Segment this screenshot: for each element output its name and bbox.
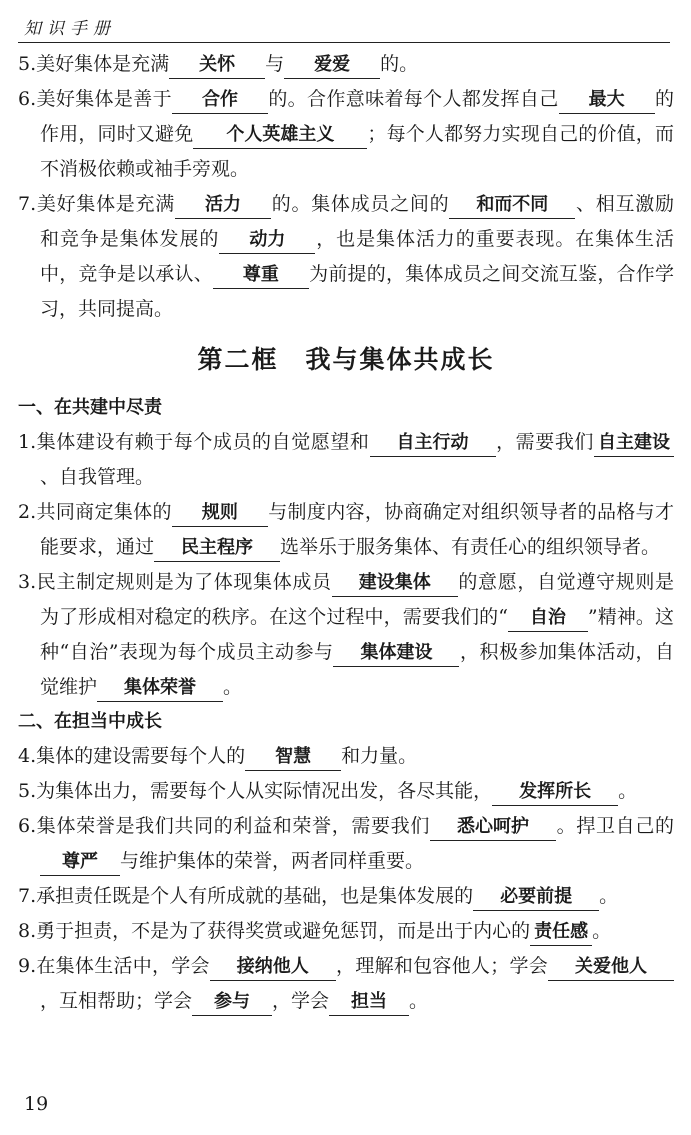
answer-blank: 最大 [559,87,655,114]
item-number: 6. [18,88,37,110]
list-item [18,879,674,914]
answer-blank: 责任感 [530,919,592,946]
list-item [18,565,674,705]
item-text: 美好集体是善于 [36,88,172,110]
item-text: 。捍卫自己的 [556,815,674,837]
answer-blank: 担当 [329,989,409,1016]
list-item [18,809,674,879]
section-title: 第二框 我与集体共成长 [197,345,495,374]
item-number: 4. [18,745,37,767]
list-item [18,949,674,1019]
item-number: 9. [18,955,37,977]
item-number: 3. [18,571,37,593]
item-number: 7. [18,885,37,907]
item-text: ，积极参加集体活动，自觉维护 [40,641,674,698]
item-text: 为前提的，集体成员之间交流互鉴，合作学习，共同提高。 [40,263,674,320]
item-text: 。 [599,885,619,907]
answer-blank: 和而不同 [449,192,575,219]
list-item [18,425,674,495]
list-item [18,82,674,187]
item-text: 和力量。 [341,745,418,767]
item-text: ，需要我们 [495,431,594,453]
subhead-2: 二、在担当中成长 [18,711,162,732]
answer-blank: 发挥所长 [492,779,618,806]
item-number: 6. [18,815,37,837]
answer-blank: 爱爱 [284,52,380,79]
answer-blank: 必要前提 [473,884,599,911]
list-item [18,495,674,565]
item-text: 集体建设有赖于每个成员的自觉愿望和 [36,431,370,453]
item-text: 与 [265,53,285,75]
answer-blank: 自治 [508,605,588,632]
answer-blank: 活力 [175,192,271,219]
answer-blank: 智慧 [245,744,341,771]
list-item [18,774,674,809]
answer-blank: 关怀 [169,52,265,79]
item-text: 。 [618,780,638,802]
list-item [18,187,674,327]
item-text: 在集体生活中，学会 [36,955,210,977]
item-text: 的意愿，自觉遵守规则是为了形成相对稳定的秩序。在这个过程中，需要我们的“ [40,571,674,628]
answer-blank: 参与 [192,989,272,1016]
item-text: 的作用，同时又避免 [40,88,674,145]
item-number: 7. [18,193,37,215]
answer-blank: 悉心呵护 [430,814,556,841]
item-number: 8. [18,920,37,942]
item-text: 的。 [380,53,419,75]
item-text: ；每个人都努力实现自己的价值，而不消极依赖或袖手旁观。 [40,123,674,180]
item-text: ，学会 [272,990,330,1012]
item-number: 5. [18,780,37,802]
header-title: 知识手册 [24,19,116,39]
item-text: 共同商定集体的 [36,501,172,523]
answer-blank: 自主行动 [370,430,496,457]
item-text: 、自我管理。 [40,466,155,488]
answer-blank: 集体建设 [333,640,459,667]
item-text: 的。集体成员之间的 [271,193,450,215]
item-text: 美好集体是充满 [36,53,170,75]
item-text: 与维护集体的荣誉，两者同样重要。 [120,850,425,872]
item-text: ，互相帮助；学会 [40,990,193,1012]
item-text: ，理解和包容他人；学会 [335,955,548,977]
answer-blank: 集体荣誉 [97,675,223,702]
item-text: 。 [223,676,243,698]
item-text: 集体的建设需要每个人的 [36,745,246,767]
answer-blank: 自主建设 [594,430,674,457]
item-text: 民主制定规则是为了体现集体成员 [36,571,332,593]
answer-blank: 接纳他人 [210,954,336,981]
answer-blank: 建设集体 [332,570,458,597]
item-number: 1. [18,431,37,453]
list-item [18,914,674,949]
list-item [18,739,674,774]
page-number: 19 [24,1093,49,1115]
subhead-1: 一、在共建中尽责 [18,397,162,418]
answer-blank: 民主程序 [154,535,280,562]
item-text: ”精神。这种“自治”表现为每个成员主动参与 [40,606,675,663]
answer-blank: 关爱他人 [548,954,674,981]
items-group-b [18,425,674,705]
answer-blank: 尊严 [40,849,120,876]
item-number: 5. [18,53,37,75]
item-text: 集体荣誉是我们共同的利益和荣誉，需要我们 [36,815,431,837]
items-group-c [18,739,674,1019]
item-text: 、相互激励和竞争是集体发展的 [40,193,674,250]
item-number: 2. [18,501,37,523]
answer-blank: 动力 [219,227,315,254]
item-text: 为集体出力，需要每个人从实际情况出发，各尽其能， [36,780,493,802]
list-item [18,47,674,82]
items-group-a [18,47,674,327]
answer-blank: 尊重 [213,262,309,289]
answer-blank: 个人英雄主义 [193,122,367,149]
item-text: 美好集体是充满 [36,193,175,215]
item-text: 选举乐于服务集体、有责任心的组织领导者。 [280,536,661,558]
item-text: ，也是集体活力的重要表现。在集体生活中，竞争是以承认、 [40,228,674,285]
item-text: 的。合作意味着每个人都发挥自己 [267,88,559,110]
answer-blank: 规则 [172,500,268,527]
page-header [18,10,670,43]
answer-blank: 合作 [172,87,268,114]
item-text: 。 [592,920,612,942]
item-text: 。 [409,990,429,1012]
page-content [18,47,674,1019]
item-text: 承担责任既是个人有所成就的基础，也是集体发展的 [36,885,474,907]
item-text: 与制度内容，协商确定对组织领导者的品格与才能要求，通过 [40,501,674,558]
item-text: 勇于担责，不是为了获得奖赏或避免惩罚，而是出于内心的 [36,920,531,942]
